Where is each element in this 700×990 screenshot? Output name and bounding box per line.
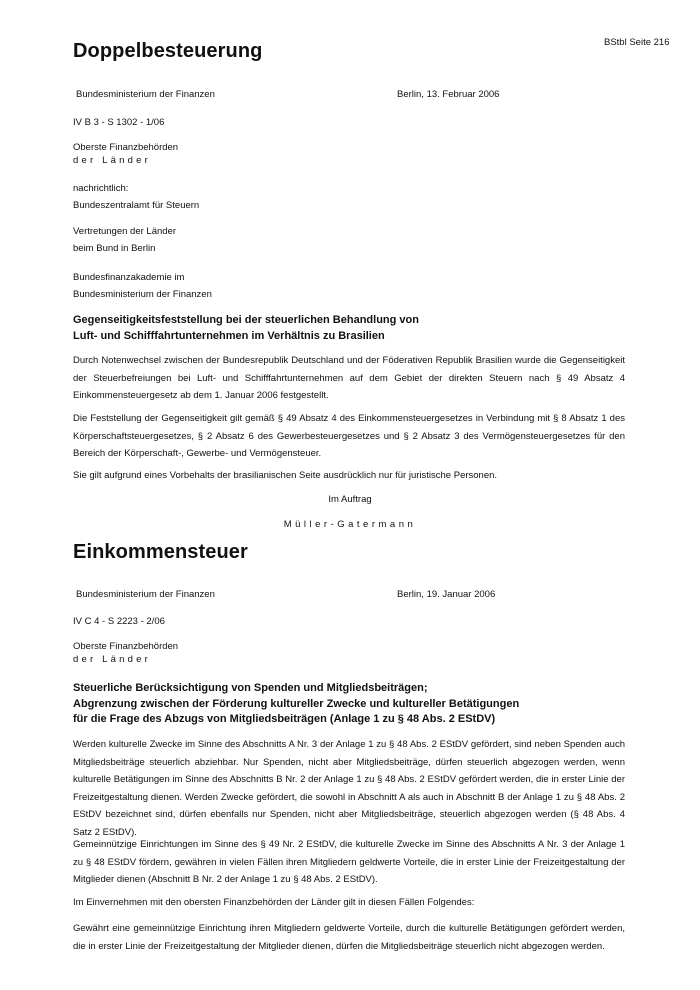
recipient-line: der Länder xyxy=(73,155,151,166)
recipient-block xyxy=(73,225,176,255)
paragraph: Werden kulturelle Zwecke im Sinne des Abschnitts A Nr. 3 der Anlage 1 zu § 48 Abs. 2 EStDV gefördert, sind neben Spenden auch Mitgliedsbeiträge steuerlich abziehbar. Nur Spenden, nicht aber Mitgliedsbeiträge, dürfen steuerlich abgezogen werden, wenn kulturelle Betätigungen im Sinne des Abschnitts B Nr. 2 der Anlage 1 zu § 48 Abs. 2 EStDV gefördert werden, die in erster Linie der Freizeitgestaltung dienen. Werden Zwecke gefördert, die sowohl in Abschnitt A als auch in Abschnitt B der Anlage 1 zu § 48 Abs. 2 EStDV bezeichnet sind, dürfen ebenfalls nur Spenden, nicht aber Mitgliedsbeiträge, steuerlich abgezogen werden (§ 48 Abs. 4 Satz 2 EStDV). xyxy=(73,739,625,838)
subject-2 xyxy=(73,681,633,728)
recipient-line: der Länder xyxy=(73,654,151,665)
recipient-line: Vertretungen der Länder xyxy=(73,226,176,237)
signature: Müller-Gatermann xyxy=(283,519,417,530)
recipient-block xyxy=(73,271,212,301)
recipient-block xyxy=(73,640,178,666)
subject-line: Gegenseitigkeitsfeststellung bei der steuerlichen Behandlung von xyxy=(73,314,419,326)
paragraph: Gewährt eine gemeinnützige Einrichtung ihren Mitgliedern geldwerte Vorteile, durch die kulturelle Betätigungen gefördert werden, die in erster Linie der Freizeitgestaltung der Mitglieder dienen, dürfen die Mitgliedsbeiträge steuerlich nicht abgezogen werden. xyxy=(73,923,625,952)
subject-1 xyxy=(73,313,633,344)
closing-im-auftrag: Im Auftrag xyxy=(328,494,372,505)
sender-1: Bundesministerium der Finanzen xyxy=(76,89,215,100)
recipient-block xyxy=(73,182,199,212)
paragraph: Die Feststellung der Gegenseitigkeit gilt gemäß § 49 Absatz 4 des Einkommensteuergesetzes in Verbindung mit § 8 Absatz 1 des Körperschaftsteuergesetzes, § 2 Absatz 6 des Gewerbesteuergesetzes und § 2 Absatz 3 des Vermögensteuergesetzes für den Bereich der Körperschaft-, Gewerbe- und Vermögensteuer. xyxy=(73,413,625,459)
section-title-einkommensteuer: Einkommensteuer xyxy=(73,541,248,563)
recipient-line: Oberste Finanzbehörden xyxy=(73,641,179,652)
date-1: Berlin, 13. Februar 2006 xyxy=(397,89,500,100)
paragraph: Gemeinnützige Einrichtungen im Sinne des § 49 Nr. 2 EStDV, die kulturelle Zwecke im Sinne des Abschnitts A Nr. 3 der Anlage 1 zu § 48 EStDV fördern, gewähren in vielen Fällen ihren Mitgliedern geldwerte Vorteile, die in erster Linie der Freizeitgestaltung der Mitglieder dienen (Abschnitt B Nr. 2 der Anlage 1 zu § 48 Abs. 2 EStDV). xyxy=(73,839,625,885)
recipient-block xyxy=(73,141,178,167)
date-2: Berlin, 19. Januar 2006 xyxy=(397,589,496,600)
reference-1: IV B 3 - S 1302 - 1/06 xyxy=(73,117,165,128)
subject-line: Luft- und Schifffahrtunternehmen im Verhältnis zu Brasilien xyxy=(73,329,385,342)
sender-2: Bundesministerium der Finanzen xyxy=(76,589,215,600)
recipient-line: Oberste Finanzbehörden xyxy=(73,142,179,153)
section-title-doppelbesteuerung: Doppelbesteuerung xyxy=(73,40,263,62)
recipient-line: Bundesfinanzakademie im xyxy=(73,272,185,283)
recipient-line: Bundeszentralamt für Steuern xyxy=(73,200,200,211)
paragraph: Durch Notenwechsel zwischen der Bundesrepublik Deutschland und der Föderativen Republik Brasilien wurde die Gegenseitigkeit der Steuerbefreiungen bei Luft- und Schifffahrtunternehmen auf dem Gebiet der direkten Steuern nach § 49 Absatz 4 Einkommensteuergesetz ab dem 1. Januar 2006 festgestellt. xyxy=(73,355,625,401)
recipient-line: Bundesministerium der Finanzen xyxy=(73,289,212,300)
paragraph: Sie gilt aufgrund eines Vorbehalts der brasilianischen Seite ausdrücklich nur für juristische Personen. xyxy=(73,470,498,481)
reference-2: IV C 4 - S 2223 - 2/06 xyxy=(73,616,165,627)
paragraph: Im Einvernehmen mit den obersten Finanzbehörden der Länder gilt in diesen Fällen Folgendes: xyxy=(73,897,475,908)
recipient-line: nachrichtlich: xyxy=(73,183,129,194)
recipient-line: beim Bund in Berlin xyxy=(73,243,156,254)
subject-line: für die Frage des Abzugs von Mitgliedsbeiträgen (Anlage 1 zu § 48 Abs. 2 EStDV) xyxy=(73,713,496,725)
subject-line: Abgrenzung zwischen der Förderung kultureller Zwecke und kultureller Betätigungen xyxy=(73,697,520,710)
page-reference: BStbl Seite 216 xyxy=(604,37,670,48)
subject-line: Steuerliche Berücksichtigung von Spenden und Mitgliedsbeiträgen; xyxy=(73,682,428,694)
